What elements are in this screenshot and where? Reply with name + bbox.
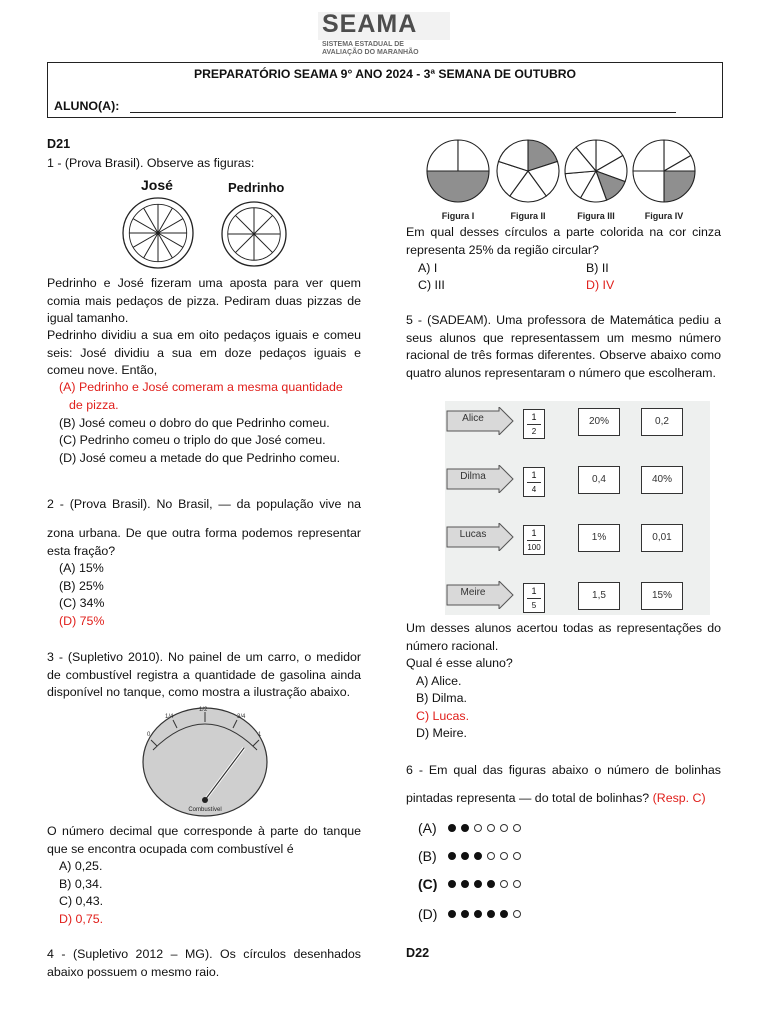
dot-option-label: (A)	[418, 820, 437, 836]
fraction-numerator: 1	[531, 586, 537, 596]
empty-dot	[487, 824, 495, 832]
gauge-tick-label-3: 3/4	[237, 714, 246, 720]
gauge-tick-label-4: 1	[258, 732, 262, 738]
value-box-1: 1,5	[578, 582, 620, 610]
filled-dot	[474, 880, 482, 888]
pizza-pedrinho-figure	[220, 200, 288, 268]
empty-dot	[487, 852, 495, 860]
figure-label: Figura IV	[644, 211, 684, 221]
circle-sector	[633, 171, 664, 202]
figure-label: Figura I	[441, 211, 475, 221]
q2-line-1: 2 - (Prova Brasil). No Brasil, — da população vive na	[47, 497, 361, 511]
empty-dot	[513, 910, 521, 918]
fraction-box	[523, 467, 545, 497]
filled-dot	[474, 852, 482, 860]
q5-representations-figure	[445, 401, 710, 615]
pizza-jose-figure	[112, 196, 204, 270]
empty-dot	[500, 824, 508, 832]
empty-dot	[500, 880, 508, 888]
q1-option-a-line2[interactable]: de pizza.	[69, 398, 119, 412]
fraction-bar	[527, 598, 541, 599]
filled-dot	[461, 910, 469, 918]
empty-dot	[500, 852, 508, 860]
dot-option-label: (C)	[418, 876, 438, 892]
value-box-1: 1%	[578, 524, 620, 552]
filled-dot	[461, 852, 469, 860]
filled-dot	[448, 852, 456, 860]
logo-word: SEAMA	[322, 10, 418, 38]
label-jose: José	[141, 177, 173, 193]
q3-question: O número decimal que corresponde à parte do tanque que se encontra ocupada com combustível é	[47, 824, 361, 856]
circle-sector	[427, 171, 489, 202]
fraction-box	[523, 525, 545, 555]
q4-option-c[interactable]: C) III	[418, 278, 445, 292]
circle-sector	[664, 171, 695, 202]
q5-option-d[interactable]: D) Meire.	[416, 726, 467, 740]
logo-subtitle-1: SISTEMA ESTADUAL DE	[322, 41, 404, 48]
fraction-bar	[527, 540, 541, 541]
student-name: Lucas	[459, 529, 487, 540]
gauge-label: Combustível	[188, 807, 222, 813]
fraction-numerator: 1	[531, 528, 537, 538]
gauge-tick-label-1: 1/4	[165, 714, 174, 720]
q3-option-b[interactable]: B) 0,34.	[59, 877, 103, 891]
filled-dot	[500, 910, 508, 918]
q3-text: 3 - (Supletivo 2010). No painel de um carro, o medidor de combustível registra a quantidade de gasolina ainda disponível no tanque, como mostra a ilustração abaixo.	[47, 650, 361, 700]
q3-option-a[interactable]: A) 0,25.	[59, 859, 103, 873]
fuel-gauge-figure	[141, 706, 269, 818]
filled-dot	[448, 824, 456, 832]
filled-dot	[461, 880, 469, 888]
q1-option-a-line1[interactable]: (A) Pedrinho e José comeram a mesma quantidade	[59, 380, 343, 394]
filled-dot	[461, 824, 469, 832]
student-arrow-lucas	[445, 523, 515, 551]
dot-option-label: (D)	[418, 906, 438, 922]
fraction-denominator: 100	[527, 543, 541, 552]
q5-after-2: Qual é esse aluno?	[406, 656, 513, 670]
filled-dot	[487, 880, 495, 888]
q4-text: 4 - (Supletivo 2012 – MG). Os círculos desenhados abaixo possuem o mesmo raio.	[47, 947, 361, 979]
fraction-numerator: 1	[531, 412, 537, 422]
figure-label: Figura III	[577, 211, 615, 221]
fraction-denominator: 5	[531, 601, 537, 610]
q2-option-b[interactable]: (B) 25%	[59, 579, 104, 593]
dot-option-a[interactable]	[418, 816, 526, 840]
seama-logo	[318, 12, 450, 58]
q1-option-b[interactable]: (B) José comeu o dobro do que Pedrinho comeu.	[59, 416, 330, 430]
q4-option-a[interactable]: A) I	[418, 261, 438, 275]
descriptor-d21: D21	[47, 137, 71, 151]
page-title: PREPARATÓRIO SEAMA 9° ANO 2024 - 3ª SEMANA DE OUTUBRO	[193, 67, 577, 81]
label-pedrinho: Pedrinho	[228, 180, 285, 195]
empty-dot	[513, 852, 521, 860]
q2-option-c[interactable]: (C) 34%	[59, 596, 105, 610]
header-box	[47, 62, 723, 118]
q2-option-a[interactable]: (A) 15%	[59, 561, 104, 575]
fraction-numerator: 1	[531, 470, 537, 480]
q1-option-c[interactable]: (C) Pedrinho comeu o triplo do que José comeu.	[59, 433, 326, 447]
value-box-2: 0,2	[641, 408, 683, 436]
q1-text-1: Pedrinho e José fizeram uma aposta para ver quem comia mais pedaços de pizza. Pediram duas pizzas de igual tamanho.	[47, 276, 361, 326]
q6-dot-options	[418, 816, 618, 930]
empty-dot	[513, 880, 521, 888]
student-name: Alice	[462, 413, 484, 424]
q6-line-2	[406, 790, 721, 808]
fraction-box	[523, 409, 545, 439]
circle-sector	[633, 140, 664, 171]
dot-option-d[interactable]	[418, 902, 526, 926]
q6-line-1: 6 - Em qual das figuras abaixo o número de bolinhas	[406, 763, 721, 777]
fraction-box	[523, 583, 545, 613]
q4-option-b[interactable]: B) II	[586, 261, 609, 275]
q4-option-d[interactable]: D) IV	[586, 278, 615, 292]
gauge-tick-label-2: 1/2	[199, 707, 208, 713]
q3-option-d[interactable]: D) 0,75.	[59, 912, 104, 926]
student-name: Meire	[460, 587, 486, 598]
dot-option-label: (B)	[418, 848, 437, 864]
q1-intro: 1 - (Prova Brasil). Observe as figuras:	[47, 156, 255, 170]
q3-option-c[interactable]: C) 0,43.	[59, 894, 104, 908]
filled-dot	[474, 910, 482, 918]
student-name: Dilma	[460, 471, 486, 482]
filled-dot	[448, 880, 456, 888]
q2-option-d[interactable]: (D) 75%	[59, 614, 105, 628]
fraction-denominator: 2	[531, 427, 537, 436]
gauge-tick-label-0: 0	[147, 732, 151, 738]
student-arrow-dilma	[445, 465, 515, 493]
filled-dot	[487, 910, 495, 918]
circle-sector	[427, 140, 458, 171]
q1-option-d[interactable]: (D) José comeu a metade do que Pedrinho comeu.	[59, 451, 341, 465]
q6-answer-note: (Resp. C)	[652, 791, 706, 805]
q5-option-a[interactable]: A) Alice.	[416, 674, 462, 688]
q4-circle-figures	[424, 139, 706, 223]
fraction-denominator: 4	[531, 485, 537, 494]
q5-text: 5 - (SADEAM). Uma professora de Matemática pediu a seus alunos que representassem um mesmo número racional de três formas diferentes. Observe abaixo como quatro alunos representaram o número que escolheram.	[406, 313, 721, 380]
gauge-pivot	[202, 797, 208, 803]
empty-dot	[474, 824, 482, 832]
empty-dot	[513, 824, 521, 832]
value-box-1: 20%	[578, 408, 620, 436]
q5-option-c[interactable]: C) Lucas.	[416, 709, 470, 723]
student-name-line[interactable]	[130, 112, 676, 113]
q6-line-2-text: pintadas representa — do total de bolinhas?	[406, 791, 650, 805]
logo-subtitle-2: AVALIAÇÃO DO MARANHÃO	[322, 49, 419, 56]
fraction-bar	[527, 482, 541, 483]
circle-sector	[458, 140, 489, 171]
q5-after-1: Um desses alunos acertou todas as representações do número racional.	[406, 621, 721, 653]
student-label: ALUNO(A):	[54, 99, 120, 113]
q5-option-b[interactable]: B) Dilma.	[416, 691, 467, 705]
value-box-2: 40%	[641, 466, 683, 494]
fraction-bar	[527, 424, 541, 425]
q2-line-2: zona urbana. De que outra forma podemos representar esta fração?	[47, 526, 361, 558]
figure-label: Figura II	[510, 211, 546, 221]
student-arrow-meire	[445, 581, 515, 609]
value-box-2: 15%	[641, 582, 683, 610]
dot-option-b[interactable]	[418, 844, 526, 868]
q1-text-2: Pedrinho dividiu a sua em oito pedaços iguais e comeu seis: José dividiu a sua em doze pedaços iguais e comeu nove. Então,	[47, 328, 361, 378]
value-box-2: 0,01	[641, 524, 683, 552]
filled-dot	[448, 910, 456, 918]
value-box-1: 0,4	[578, 466, 620, 494]
q4-question: Em qual desses círculos a parte colorida na cor cinza representa 25% da região circular?	[406, 225, 721, 257]
student-arrow-alice	[445, 407, 515, 435]
dot-option-c[interactable]	[418, 872, 526, 896]
descriptor-d22: D22	[406, 946, 430, 960]
